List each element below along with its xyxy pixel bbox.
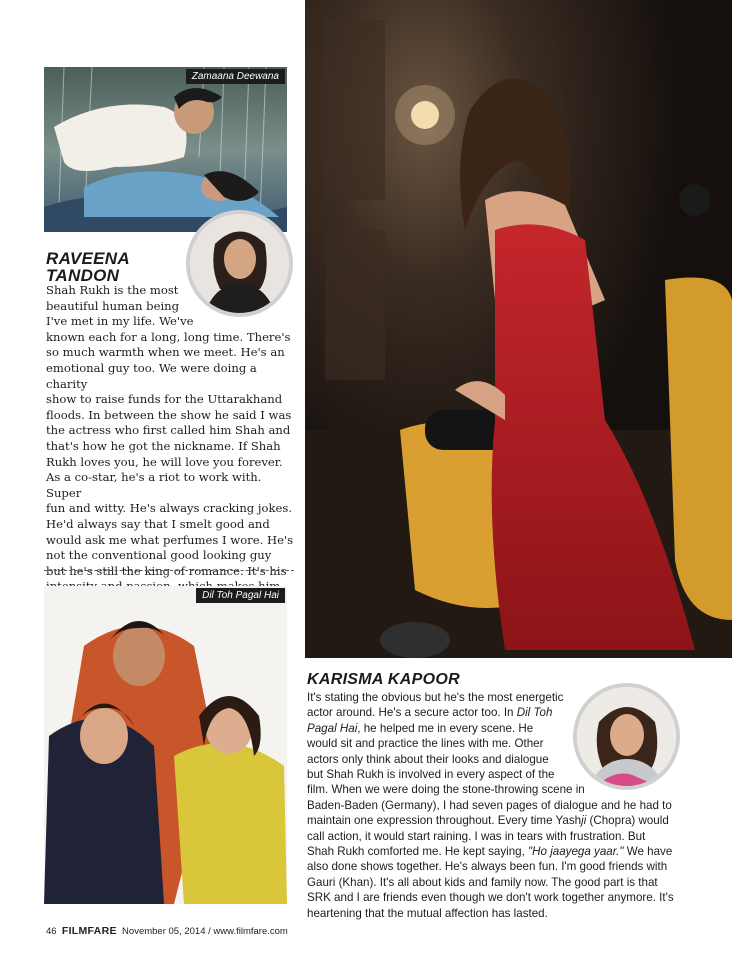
text-line: I've met in my life. We've (46, 314, 194, 329)
text-line: film. When we were doing the stone-throwing scene in (307, 783, 585, 797)
karisma-quote-text (307, 690, 717, 921)
text-line: He'd always say that I smelt good and (46, 516, 270, 531)
text-line: would ask me what perfumes I wore. He's (46, 532, 294, 547)
magazine-name: FILMFARE (61, 925, 117, 937)
text-line: also done shows together. He's always been fun. I'm good friends with (307, 860, 668, 874)
text-line: maintain one expression throughout. Every time Yashji (Chopra) would (307, 814, 669, 828)
text-line: Pagal Hai, he helped me in every scene. He (307, 721, 534, 735)
text-line: actors only think about their looks and dialogue (307, 752, 549, 766)
text-line: heartening that the mutual affection has lasted. (307, 906, 548, 920)
text-line: would sit and practice the lines with me. Other (307, 737, 544, 751)
name-line-1: RAVEENA (46, 249, 130, 268)
main-photo-illustration (305, 0, 732, 658)
section-divider (44, 570, 294, 571)
text-line: so much warmth when we meet. He's an (46, 345, 285, 360)
text-line: the actress who first called him Shah and (46, 423, 291, 438)
text-line: but Shah Rukh is involved in every aspect of the (307, 768, 555, 782)
text-line: It's stating the obvious but he's the most energetic (307, 691, 564, 704)
issue-date-url: November 05, 2014 / www.filmfare.com (122, 926, 288, 937)
text-line: Shah Rukh comforted me. He kept saying, "Ho jaayega yaar." We have (307, 845, 673, 859)
name-line-2: TANDON (46, 266, 120, 285)
text-line: not the conventional good looking guy (46, 548, 272, 563)
karisma-name-heading: KARISMA KAPOOR (307, 671, 460, 688)
photo-caption: Zamaana Deewana (186, 69, 285, 84)
text-line: SRK and I are friends even though we don't work together anymore. It's (307, 891, 674, 905)
text-line: but he's still the king of romance. It's his (46, 563, 287, 578)
text-line: beautiful human being (46, 298, 180, 313)
text-line: emotional guy too. We were doing a charity (46, 360, 257, 391)
photo-caption: Dil Toh Pagal Hai (196, 588, 285, 603)
page-number: 46 (46, 926, 57, 937)
text-line: fun and witty. He's always cracking jokes. (46, 501, 293, 516)
movie-still-illustration (44, 67, 287, 232)
text-line: floods. In between the show he said I was (46, 407, 292, 422)
text-line: Baden-Baden (Germany), I had seven pages of dialogue and he had to (307, 798, 672, 812)
text-line: Gauri (Khan). It's all about kids and family now. The good part is that (307, 875, 658, 889)
text-line: Rukh loves you, he will love you forever. (46, 454, 283, 469)
movie-still-zamaana-deewana (44, 67, 287, 232)
text-line: that's how he got the nickname. If Shah (46, 438, 281, 453)
group-photo-illustration (44, 586, 287, 904)
raveena-name-heading (46, 250, 130, 284)
page-footer (46, 925, 288, 937)
text-line: As a co-star, he's a riot to work with. Super (46, 470, 262, 500)
text-line: actor around. He's a secure actor too. In Dil Toh (307, 706, 553, 720)
text-line: Shah Rukh is the most (46, 283, 179, 297)
raveena-quote-text (46, 283, 296, 610)
text-line: known each for a long, long time. There's (46, 329, 291, 344)
main-photo-red-dress (305, 0, 732, 658)
text-line: show to raise funds for the Uttarakhand (46, 392, 283, 407)
text-line: call action, it would start raining. I was in tears with frustration. But (307, 829, 646, 843)
movie-still-dil-toh-pagal-hai (44, 586, 287, 904)
